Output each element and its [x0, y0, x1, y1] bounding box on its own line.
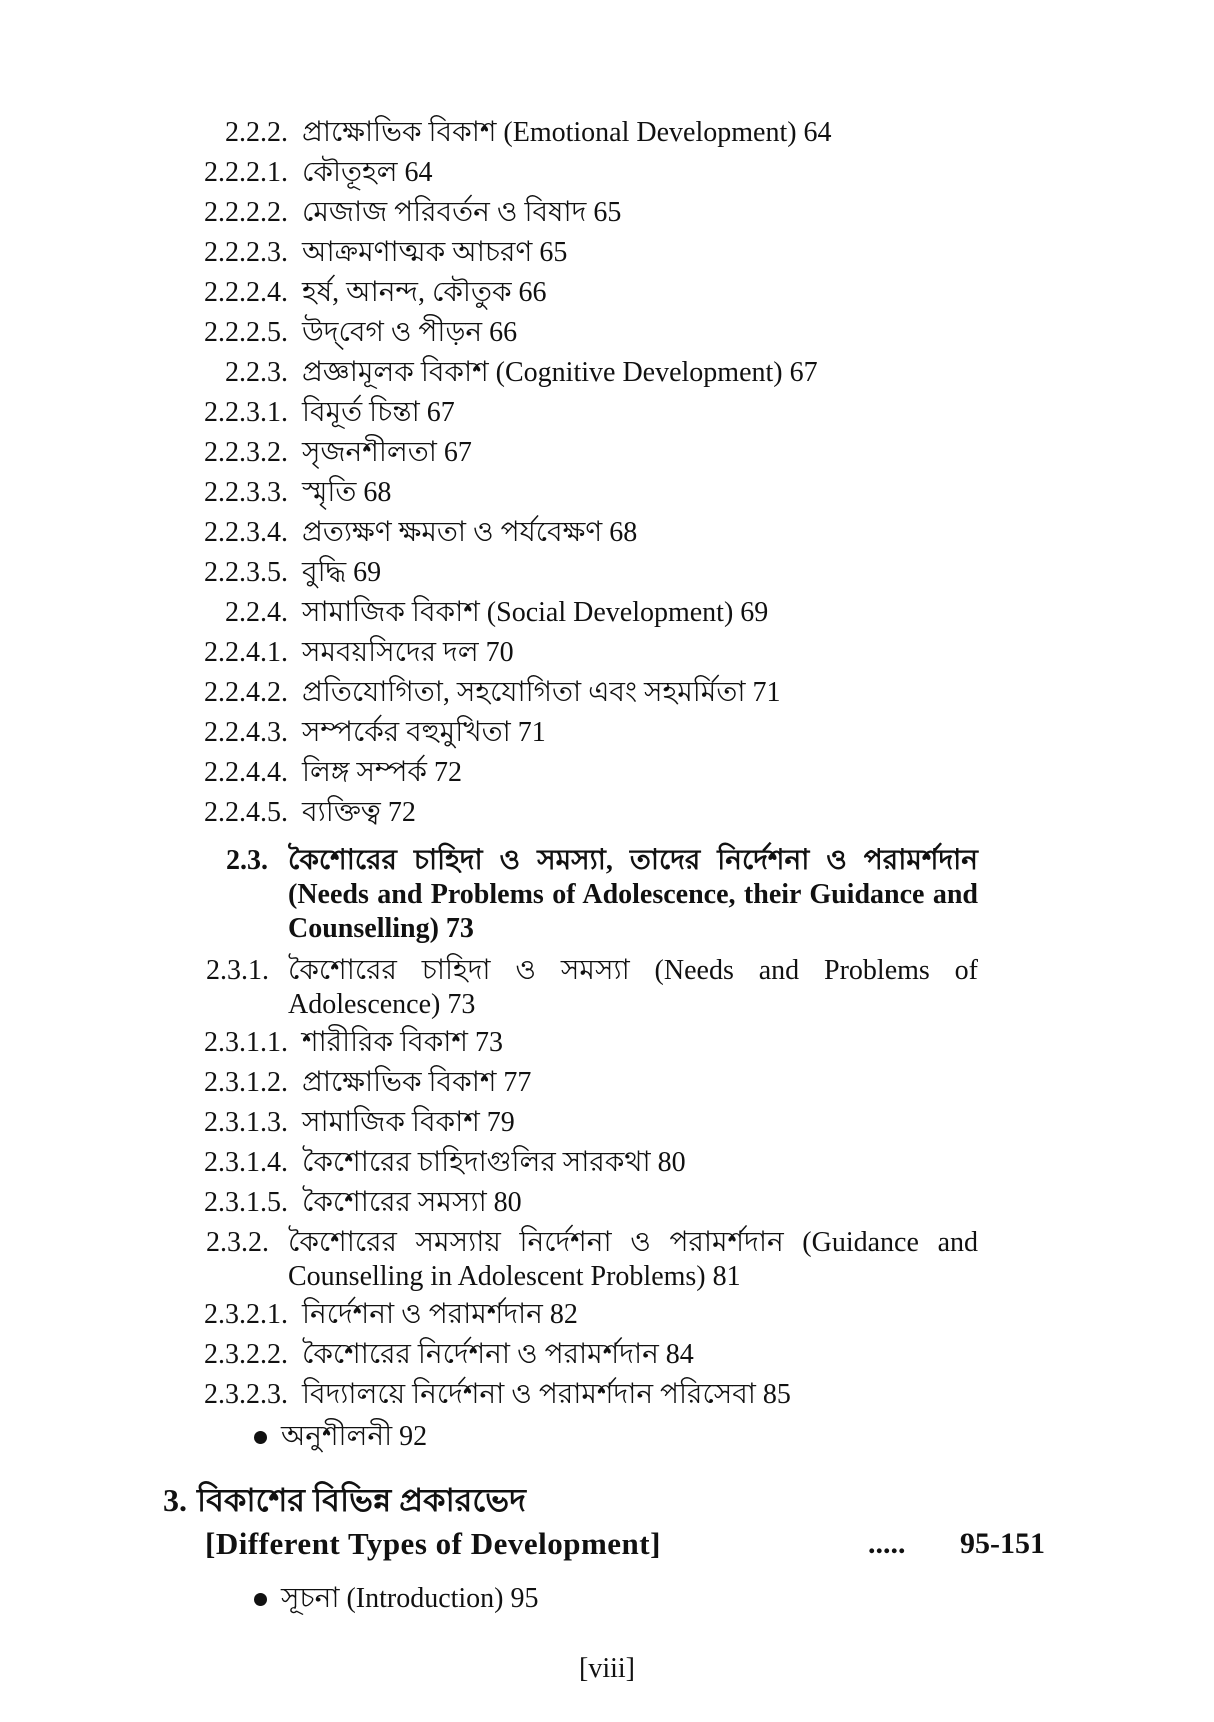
toc-entry-text: প্রাক্ষোভিক বিকাশ 77 — [302, 1067, 532, 1098]
toc-entry — [0, 756, 462, 790]
toc-entry — [0, 116, 832, 150]
toc-entry-number: 2.2.3.5. — [204, 557, 288, 588]
toc-entry-text: উদ্‌বেগ ও পীড়ন 66 — [302, 317, 518, 348]
toc-entry — [0, 436, 472, 470]
toc-entry — [0, 1106, 515, 1140]
toc-entry-text: শারীরিক বিকাশ 73 — [302, 1027, 503, 1058]
toc-entry-text: প্রজ্ঞামূলক বিকাশ (Cognitive Development) 67 — [302, 357, 818, 388]
toc-entry-text: সৃজনশীলতা 67 — [302, 437, 472, 468]
toc-bullet-text: সূচনা (Introduction) 95 — [281, 1583, 539, 1614]
toc-entry-number: 2.2.4.2. — [204, 677, 288, 708]
toc-entry-text: কৈশোরের চাহিদা ও সমস্যা, তাদের নির্দেশনা ও পরামর্শদান (Needs and Problems of Adolescence, their Guidance and Counselling) 73 — [288, 845, 978, 944]
toc-entry-text: মেজাজ পরিবর্তন ও বিষাদ 65 — [302, 197, 622, 228]
toc-entry-number: 2.3. — [226, 845, 268, 876]
chapter-title-bengali: বিকাশের বিভিন্ন প্রকারভেদ — [197, 1482, 526, 1518]
toc-bullet-item — [254, 1420, 427, 1454]
toc-entry — [0, 596, 768, 630]
toc-entry-number: 2.3.2.1. — [204, 1299, 288, 1330]
chapter-leader-dots: ..... — [868, 1527, 906, 1560]
toc-entry-number: 2.2.4. — [225, 597, 288, 628]
toc-entry — [0, 636, 514, 670]
toc-entry-number: 2.2.3. — [225, 357, 288, 388]
toc-entry — [0, 556, 381, 590]
toc-entry-text: কৌতূহল 64 — [302, 157, 433, 188]
toc-entry — [0, 1298, 578, 1332]
bullet-dot-icon — [254, 1431, 267, 1444]
chapter-page-range: 95-151 — [960, 1527, 1045, 1560]
toc-section-heading — [226, 844, 978, 946]
toc-entry-number: 2.2.4.1. — [204, 637, 288, 668]
toc-entry — [0, 316, 517, 350]
toc-entry-text: কৈশোরের চাহিদা ও সমস্যা (Needs and Problems of Adolescence) 73 — [288, 955, 978, 1020]
bullet-dot-icon — [254, 1593, 267, 1606]
toc-entry-number: 2.2.2.2. — [204, 197, 288, 228]
toc-entry-number: 2.3.2.2. — [204, 1339, 288, 1370]
toc-entry-text: কৈশোরের সমস্যা 80 — [302, 1187, 522, 1218]
toc-entry-text: প্রতিযোগিতা, সহযোগিতা এবং সহমর্মিতা 71 — [302, 677, 781, 708]
toc-entry-text: বুদ্ধি 69 — [302, 557, 382, 588]
toc-bullet-item — [254, 1582, 539, 1616]
toc-entry — [0, 396, 455, 430]
chapter-number: 3. — [163, 1482, 187, 1518]
toc-entry-number: 2.2.4.5. — [204, 797, 288, 828]
toc-entry-number: 2.2.2.1. — [204, 157, 288, 188]
toc-entry — [0, 156, 433, 190]
toc-entry-number: 2.3.2. — [206, 1227, 269, 1258]
toc-entry-text: ব্যক্তিত্ব 72 — [302, 797, 416, 828]
toc-entry-text: কৈশোরের নির্দেশনা ও পরামর্শদান 84 — [302, 1339, 694, 1370]
toc-entry-number: 2.2.2.3. — [204, 237, 288, 268]
toc-entry — [0, 676, 780, 710]
toc-entry-text: সামাজিক বিকাশ (Social Development) 69 — [302, 597, 769, 628]
toc-entry-number: 2.2.2. — [225, 117, 288, 148]
toc-entry-text: স্মৃতি 68 — [302, 477, 392, 508]
toc-entry-text: প্রাক্ষোভিক বিকাশ (Emotional Development) 64 — [302, 117, 832, 148]
toc-entry-text: বিমূর্ত চিন্তা 67 — [302, 397, 455, 428]
toc-entry-number: 2.3.1.3. — [204, 1107, 288, 1138]
toc-entry-text: সমবয়সিদের দল 70 — [302, 637, 514, 668]
toc-entry-text: প্রত্যক্ষণ ক্ষমতা ও পর্যবেক্ষণ 68 — [302, 517, 638, 548]
toc-entry — [0, 236, 567, 270]
toc-entry-number: 2.3.1.2. — [204, 1067, 288, 1098]
toc-entry-text: নির্দেশনা ও পরামর্শদান 82 — [302, 1299, 578, 1330]
toc-entry-number: 2.3.1.1. — [204, 1027, 288, 1058]
chapter-title-english: [Different Types of Development] — [205, 1526, 661, 1561]
toc-entry-text: লিঙ্গ সম্পর্ক 72 — [302, 757, 462, 788]
toc-entry — [206, 1226, 978, 1294]
toc-entry-text: বিদ্যালয়ে নির্দেশনা ও পরামর্শদান পরিসেবা 85 — [302, 1379, 791, 1410]
toc-entry — [0, 1066, 531, 1100]
toc-entry — [0, 1378, 791, 1412]
toc-entry — [0, 356, 818, 390]
toc-entry-text: আক্রমণাত্মক আচরণ 65 — [302, 237, 568, 268]
toc-entry-number: 2.2.3.2. — [204, 437, 288, 468]
toc-entry-text: কৈশোরের চাহিদাগুলির সারকথা 80 — [302, 1147, 686, 1178]
toc-entry — [0, 196, 621, 230]
toc-entry-number: 2.2.2.4. — [204, 277, 288, 308]
toc-entry-number: 2.3.1.5. — [204, 1187, 288, 1218]
toc-entry — [0, 1338, 694, 1372]
toc-entry-number: 2.2.4.4. — [204, 757, 288, 788]
toc-entry-text: কৈশোরের সমস্যায় নির্দেশনা ও পরামর্শদান (Guidance and Counselling in Adolescent Problems) 81 — [288, 1227, 978, 1292]
toc-entry-text: হর্ষ, আনন্দ, কৌতুক 66 — [302, 277, 547, 308]
toc-entry — [0, 796, 416, 830]
toc-entry-number: 2.2.2.5. — [204, 317, 288, 348]
toc-entry — [206, 954, 978, 1022]
toc-entry — [0, 1146, 686, 1180]
toc-entry — [0, 276, 547, 310]
toc-entry — [0, 476, 391, 510]
page-number-footer: [viii] — [579, 1653, 635, 1684]
toc-entry-text: সামাজিক বিকাশ 79 — [302, 1107, 515, 1138]
toc-entry-number: 2.3.1.4. — [204, 1147, 288, 1178]
toc-entry-number: 2.3.2.3. — [204, 1379, 288, 1410]
toc-bullet-text: অনুশীলনী 92 — [281, 1421, 428, 1452]
toc-entry-number: 2.3.1. — [206, 955, 269, 986]
toc-entry — [0, 1186, 522, 1220]
toc-entry-number: 2.2.3.1. — [204, 397, 288, 428]
toc-entry — [0, 516, 637, 550]
toc-entry-number: 2.2.4.3. — [204, 717, 288, 748]
toc-entry-text: সম্পর্কের বহুমুখিতা 71 — [302, 717, 546, 748]
toc-entry — [0, 716, 546, 750]
toc-entry — [0, 1026, 503, 1060]
toc-entry-number: 2.2.3.4. — [204, 517, 288, 548]
toc-entry-number: 2.2.3.3. — [204, 477, 288, 508]
